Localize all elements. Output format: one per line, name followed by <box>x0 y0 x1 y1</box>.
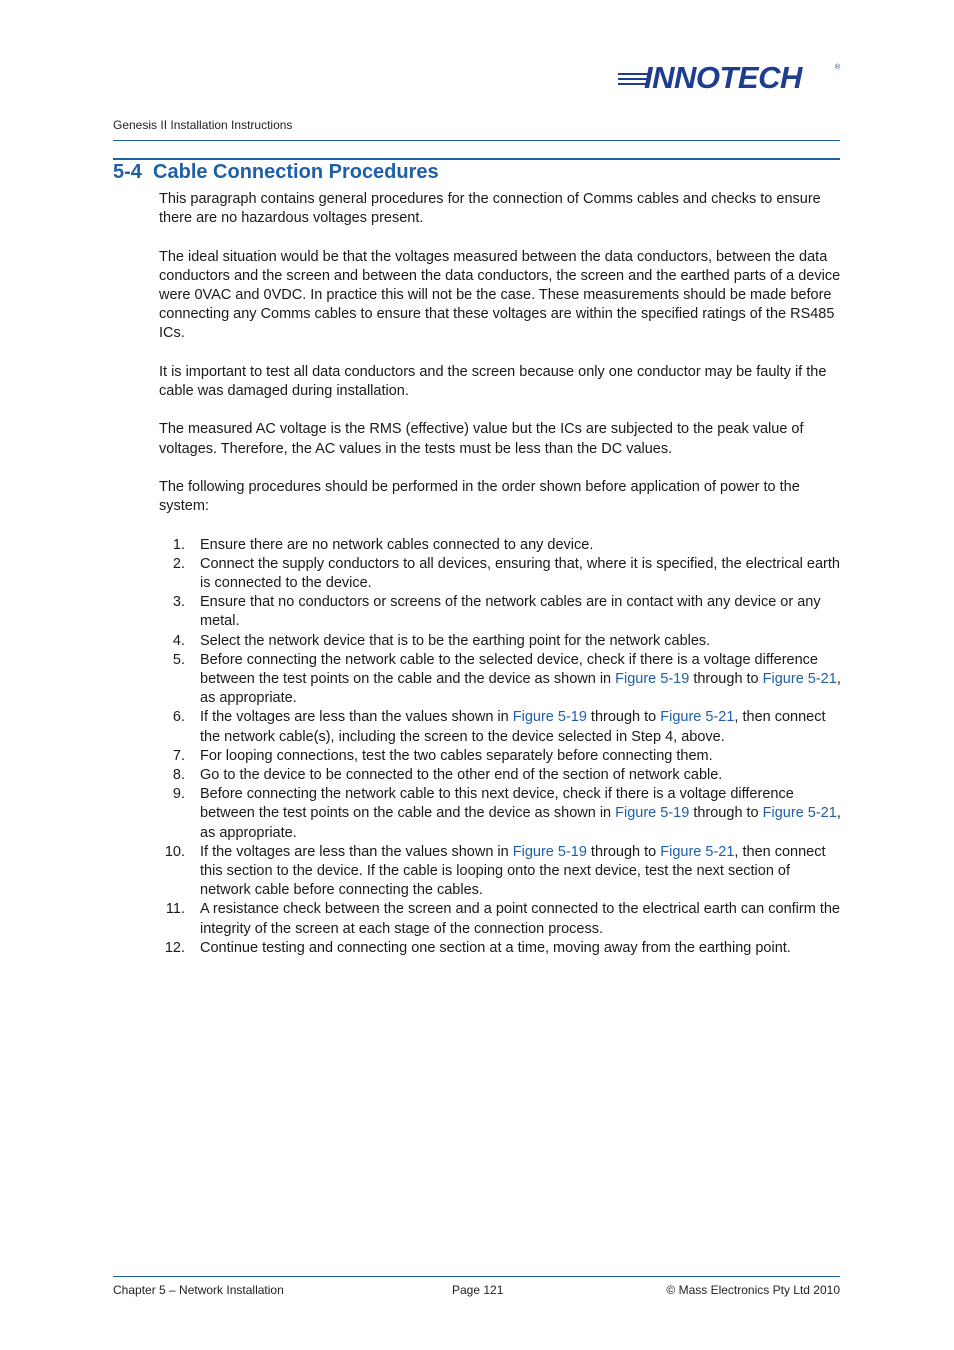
paragraph: It is important to test all data conductors and the screen because only one conductor may be faulty if the cable was damaged during installation. <box>159 363 827 399</box>
step-number: 11. <box>165 901 185 918</box>
step-text: If the voltages are less than the values shown in <box>200 709 513 726</box>
procedure-list <box>159 536 843 958</box>
list-item <box>159 785 843 843</box>
list-item <box>159 766 843 785</box>
paragraph: This paragraph contains general procedures for the connection of Comms cables and checks to ensure there are no hazardous voltages present. <box>159 191 821 227</box>
step-number: 5. <box>172 651 185 668</box>
paragraph: The ideal situation would be that the voltages measured between the data conductors, between the data conductors and the screen and between the data conductors, the screen and the earthed parts of a device were 0VAC and 0VDC. In practice this will not be the case. These measurements should be made before connecting any Comms cables to ensure that these voltages are within the specified ratings of the RS485 ICs. <box>159 248 841 342</box>
section-divider <box>113 158 840 160</box>
figure-link[interactable]: Figure 5-19 <box>512 709 587 726</box>
step-text: For looping connections, test the two cables separately before connecting them. <box>200 747 713 764</box>
step-number: 9. <box>172 786 185 803</box>
step-text: , then connect the network cable(s), including the screen to the device selected in Step 4, above. <box>200 709 826 745</box>
list-item <box>159 536 843 555</box>
step-text: A resistance check between the screen and a point connected to the electrical earth can confirm the integrity of the screen at each stage of the connection process. <box>200 901 840 937</box>
footer-copyright: © Mass Electronics Pty Ltd 2010 <box>666 1283 840 1297</box>
paragraph: The measured AC voltage is the RMS (effective) value but the ICs are subjected to the peak value of voltages. Therefore, the AC values in the tests must be less than the DC values. <box>159 421 804 457</box>
step-text: , as appropriate. <box>200 805 841 841</box>
list-item <box>159 651 843 709</box>
step-number: 1. <box>172 536 185 553</box>
innotech-logo <box>618 62 842 96</box>
step-number: 2. <box>172 555 185 572</box>
figure-link[interactable]: Figure 5-19 <box>615 671 690 687</box>
list-item <box>159 593 843 631</box>
section-body <box>159 190 843 958</box>
list-item <box>159 900 843 938</box>
step-number: 6. <box>172 709 185 726</box>
step-text: through to <box>586 843 661 860</box>
step-text: Select the network device that is to be the earthing point for the network cables. <box>200 632 711 649</box>
section-heading <box>113 161 439 184</box>
step-text: , then connect this section to the device. If the cable is looping onto the next device, test the next section of network cable before connecting the cables. <box>200 843 826 899</box>
step-text: Ensure that no conductors or screens of the network cables are in contact with any device or any metal. <box>200 594 821 630</box>
step-text: through to <box>689 671 763 687</box>
step-number: 3. <box>172 594 185 611</box>
step-number: 8. <box>172 767 185 784</box>
logo-registered-mark: ® <box>834 64 840 71</box>
section-title: Cable Connection Procedures <box>153 161 439 183</box>
figure-link[interactable]: Figure 5-19 <box>512 843 587 860</box>
list-item <box>159 632 843 651</box>
step-text: , as appropriate. <box>200 671 841 707</box>
section-number: 5-4 <box>113 161 142 183</box>
figure-link[interactable]: Figure 5-21 <box>660 709 735 726</box>
figure-link[interactable]: Figure 5-21 <box>762 671 837 687</box>
step-text: Connect the supply conductors to all devices, ensuring that, where it is specified, the electrical earth is connected to the device. <box>200 555 840 591</box>
step-text: Before connecting the network cable to the selected device, check if there is a voltage difference between the test points on the cable and the device as shown in <box>200 651 818 687</box>
list-item <box>159 747 843 766</box>
step-text: Continue testing and connecting one section at a time, moving away from the earthing point. <box>200 939 791 956</box>
step-number: 4. <box>172 632 185 649</box>
logo-wordmark: INNOTECH <box>644 60 802 95</box>
figure-link[interactable]: Figure 5-21 <box>762 805 837 822</box>
step-text: Before connecting the network cable to this next device, check if there is a voltage difference between the test points on the cable and the device as shown in <box>200 786 794 822</box>
paragraph: The following procedures should be performed in the order shown before application of power to the system: <box>159 478 800 515</box>
step-text: Go to the device to be connected to the other end of the section of network cable. <box>200 767 723 784</box>
footer-divider <box>113 1276 840 1277</box>
step-number: 10. <box>164 843 185 860</box>
step-number: 12. <box>164 939 185 956</box>
figure-link[interactable]: Figure 5-19 <box>615 805 690 822</box>
list-item <box>159 555 843 593</box>
step-text: through to <box>586 709 661 726</box>
footer-page-number: Page 121 <box>452 1283 504 1297</box>
step-text: Ensure there are no network cables connected to any device. <box>200 536 594 553</box>
figure-link[interactable]: Figure 5-21 <box>660 843 735 860</box>
step-number: 7. <box>172 747 185 764</box>
list-item <box>159 939 843 958</box>
step-text: through to <box>689 805 763 822</box>
list-item <box>159 708 843 746</box>
document-title: Genesis II Installation Instructions <box>113 118 293 132</box>
list-item <box>159 843 843 901</box>
step-text: If the voltages are less than the values shown in <box>200 843 513 860</box>
footer-chapter: Chapter 5 – Network Installation <box>113 1283 284 1297</box>
header-divider <box>113 140 840 141</box>
